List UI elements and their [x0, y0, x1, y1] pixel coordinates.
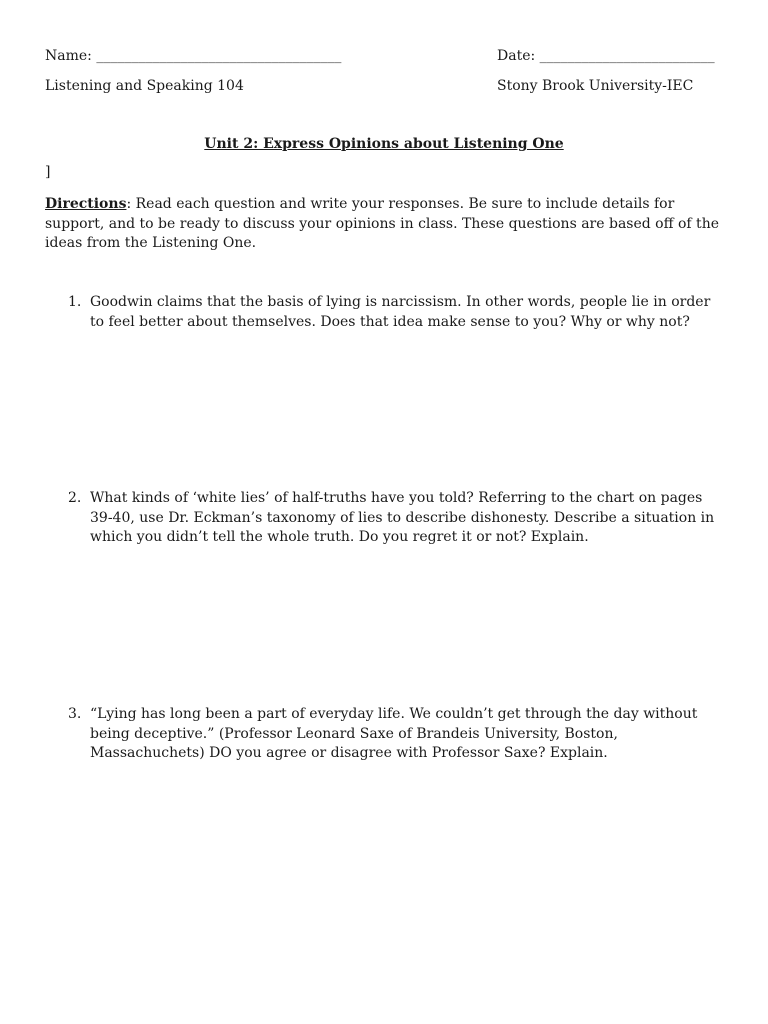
question-text: What kinds of ‘white lies’ of half-truths have you told? Referring to the chart on pages 39-40, use Dr. Eckman’s taxonomy of lies to describe dishonesty. Describe a situation in which you didn’t tell the whole truth. Do you regret it or not? Explain.	[90, 490, 715, 545]
question-text: “Lying has long been a part of everyday life. We couldn’t get through the day without being deceptive.” (Professor Leonard Saxe of Brandeis University, Boston, Massachuchets) DO you agree or disagree with Professor Saxe? Explain.	[90, 706, 698, 761]
directions-paragraph	[45, 195, 725, 254]
question-item	[68, 705, 728, 764]
name-field-label: Name: ___________________________________	[45, 48, 342, 64]
stray-bracket: ]	[45, 164, 51, 180]
question-text: Goodwin claims that the basis of lying is narcissism. In other words, people lie in order to feel better about themselves. Does that idea make sense to you? Why or why not?	[90, 294, 711, 330]
question-number: 2.	[68, 490, 82, 506]
date-field	[497, 48, 715, 64]
question-item	[68, 489, 728, 548]
school-block	[497, 78, 693, 94]
course-name: Listening and Speaking 104	[45, 78, 244, 94]
directions-text: : Read each question and write your responses. Be sure to include details for support, and to be ready to discuss your opinions in class. These questions are based off of the ideas from the Listening One.	[45, 196, 719, 251]
question-item	[68, 293, 728, 332]
school-name: Stony Brook University-IEC	[497, 78, 694, 94]
question-number: 3.	[68, 706, 82, 722]
question-number: 1.	[68, 294, 82, 310]
page-title: Unit 2: Express Opinions about Listening One	[204, 136, 564, 152]
date-field-label: Date: _________________________	[497, 48, 715, 64]
directions-label: Directions	[45, 196, 127, 212]
